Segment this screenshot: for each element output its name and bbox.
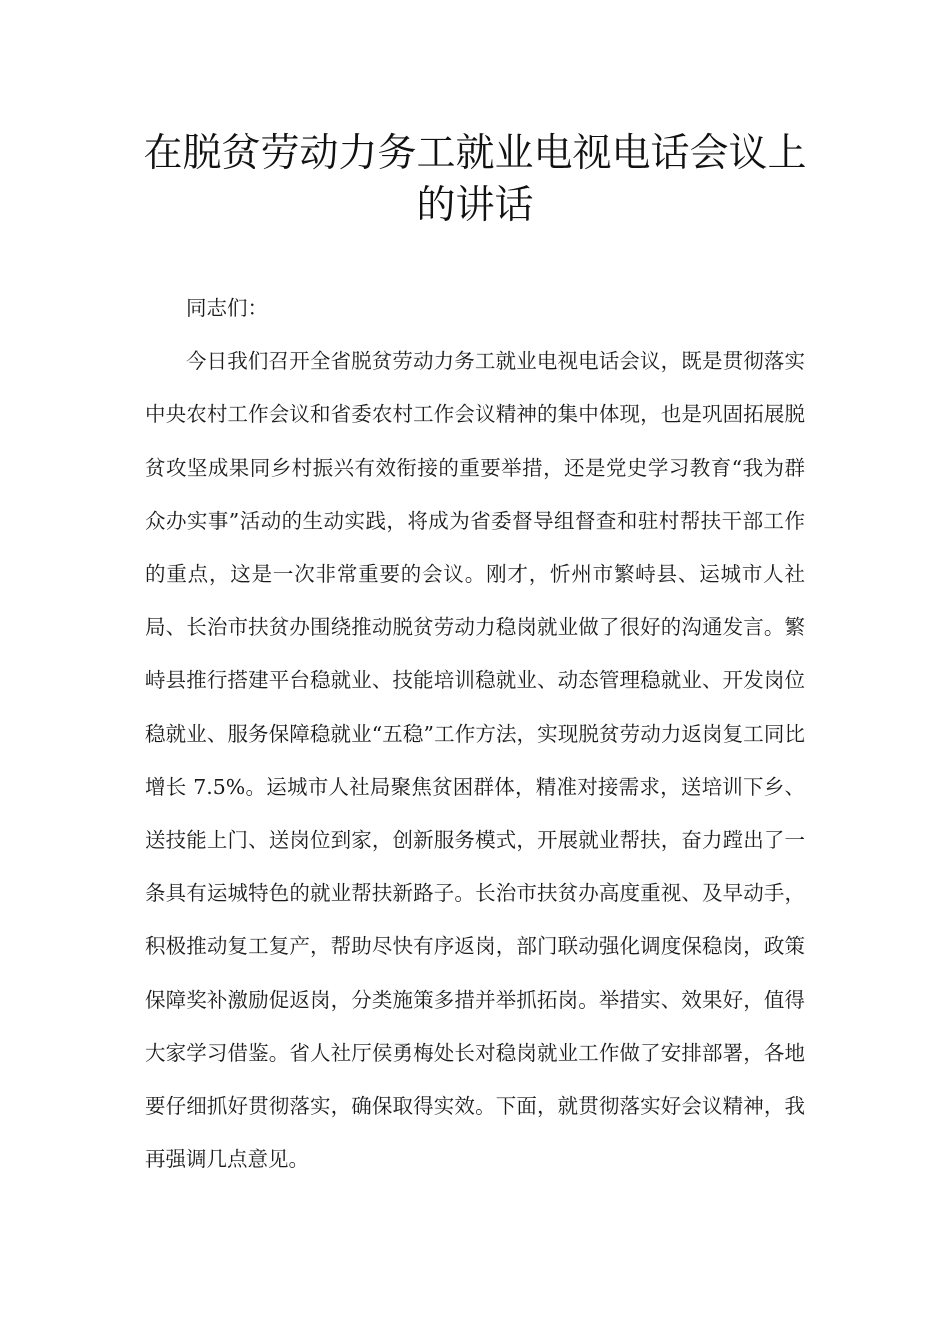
body-paragraph: 今日我们召开全省脱贫劳动力务工就业电视电话会议，既是贯彻落实中央农村工作会议和省委农村工作会议精神的集中体现，也是巩固拓展脱贫攻坚成果同乡村振兴有效衔接的重要举措，还是党史学习教育“我为群众办实事”活动的生动实践，将成为省委督导组督查和驻村帮扶干部工作的重点，这是一次非常重要的会议。刚才，忻州市繁峙县、运城市人社局、长治市扶贫办围绕推动脱贫劳动力稳岗就业做了很好的沟通发言。繁峙县推行搭建平台稳就业、技能培训稳就业、动态管理稳就业、开发岗位稳就业、服务保障稳就业“五稳”工作方法，实现脱贫劳动力返岗复工同比增长 7.5%。运城市人社局聚焦贫困群体，精准对接需求，送培训下乡、送技能上门、送岗位到家，创新服务模式，开展就业帮扶，奋力蹚出了一条具有运城特色的就业帮扶新路子。长治市扶贫办高度重视、及早动手，积极推动复工复产，帮助尽快有序返岗，部门联动强化调度保稳岗，政策保障奖补激励促返岗，分类施策多措并举抓拓岗。举措实、效果好，值得大家学习借鉴。省人社厅侯勇梅处长对稳岗就业工作做了安排部署，各地要仔细抓好贯彻落实，确保取得实效。下面，就贯彻落实好会议精神，我再强调几点意见。 bbox=[145, 349, 805, 1172]
document-title: 在脱贫劳动力务工就业电视电话会议上的讲话 bbox=[143, 131, 807, 228]
salutation: 同志们： bbox=[186, 296, 268, 320]
document-body bbox=[145, 282, 805, 1186]
